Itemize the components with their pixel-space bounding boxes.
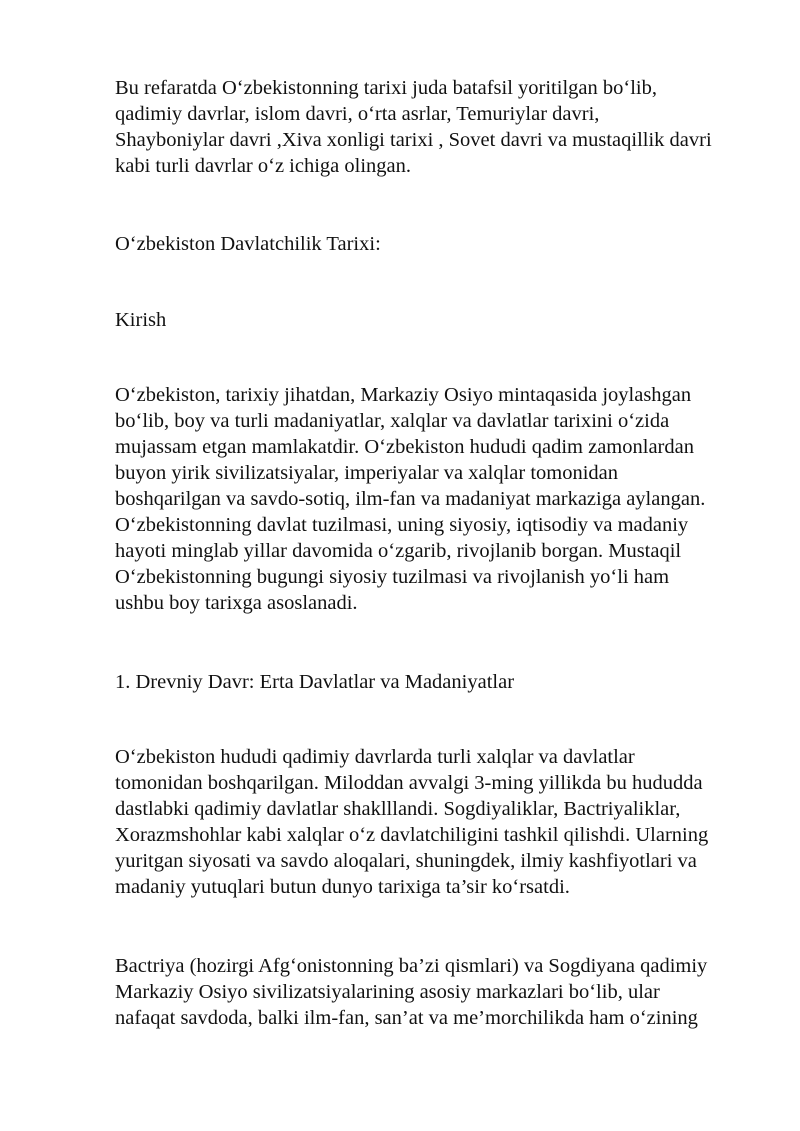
document-title: O‘zbekiston Davlatchilik Tarixi: xyxy=(115,233,381,255)
kirish-paragraph: O‘zbekiston, tarixiy jihatdan, Markaziy Osiyo mintaqasida joylashgan bo‘lib, boy va turli madaniyatlar, xalqlar va davlatlar tarixini o‘zida mujassam etgan mamlakatdir. O‘zbekiston hududi qadim zamonlardan buyon yirik sivilizatsiyalar, imperiyalar va xalqlar tomonidan boshqarilgan va savdo-sotiq, ilm-fan va madaniyat markaziga aylangan. O‘zbekistonning davlat tuzilmasi, uning siyosiy, iqtisodiy va madaniy hayoti minglab yillar davomida o‘zgarib, rivojlanib borgan. Mustaqil O‘zbekistonning bugungi siyosiy tuzilmasi va rivojlanish yo‘li ham ushbu boy tarixga asoslanadi. xyxy=(115,384,706,614)
intro-paragraph: Bu refaratda O‘zbekistonning tarixi juda batafsil yoritilgan bo‘lib, qadimiy davrlar, islom davri, o‘rta asrlar, Temuriylar davri, Shayboniylar davri ,Xiva xonligi tarixi , Sovet davri va mustaqillik davri kabi turli davrlar o‘z ichiga olingan. xyxy=(115,77,712,177)
section-1-paragraph-1: O‘zbekiston hududi qadimiy davrlarda turli xalqlar va davlatlar tomonidan boshqarilgan. Miloddan avvalgi 3-ming yillikda bu hududda dastlabki qadimiy davlatlar shaklllandi. Sogdiyaliklar, Bactriyaliklar, Xorazmshohlar kabi xalqlar o‘z davlatchiligini tashkil qilishdi. Ularning yuritgan siyosati va savdo aloqalari, shuningdek, ilmiy kashfiyotlari va madaniy yutuqlari butun dunyo tarixiga ta’sir ko‘rsatdi. xyxy=(115,746,709,898)
section-1-paragraph-2: Bactriya (hozirgi Afg‘onistonning ba’zi qismlari) va Sogdiyana qadimiy Markaziy Osiyo sivilizatsiyalarining asosiy markazlari bo‘lib, ular nafaqat savdoda, balki ilm-fan, san’at va me’morchilikda ham o‘zining xyxy=(115,955,708,1029)
section-1-heading: 1. Drevniy Davr: Erta Davlatlar va Madaniyatlar xyxy=(115,671,515,693)
kirish-heading: Kirish xyxy=(115,309,167,331)
